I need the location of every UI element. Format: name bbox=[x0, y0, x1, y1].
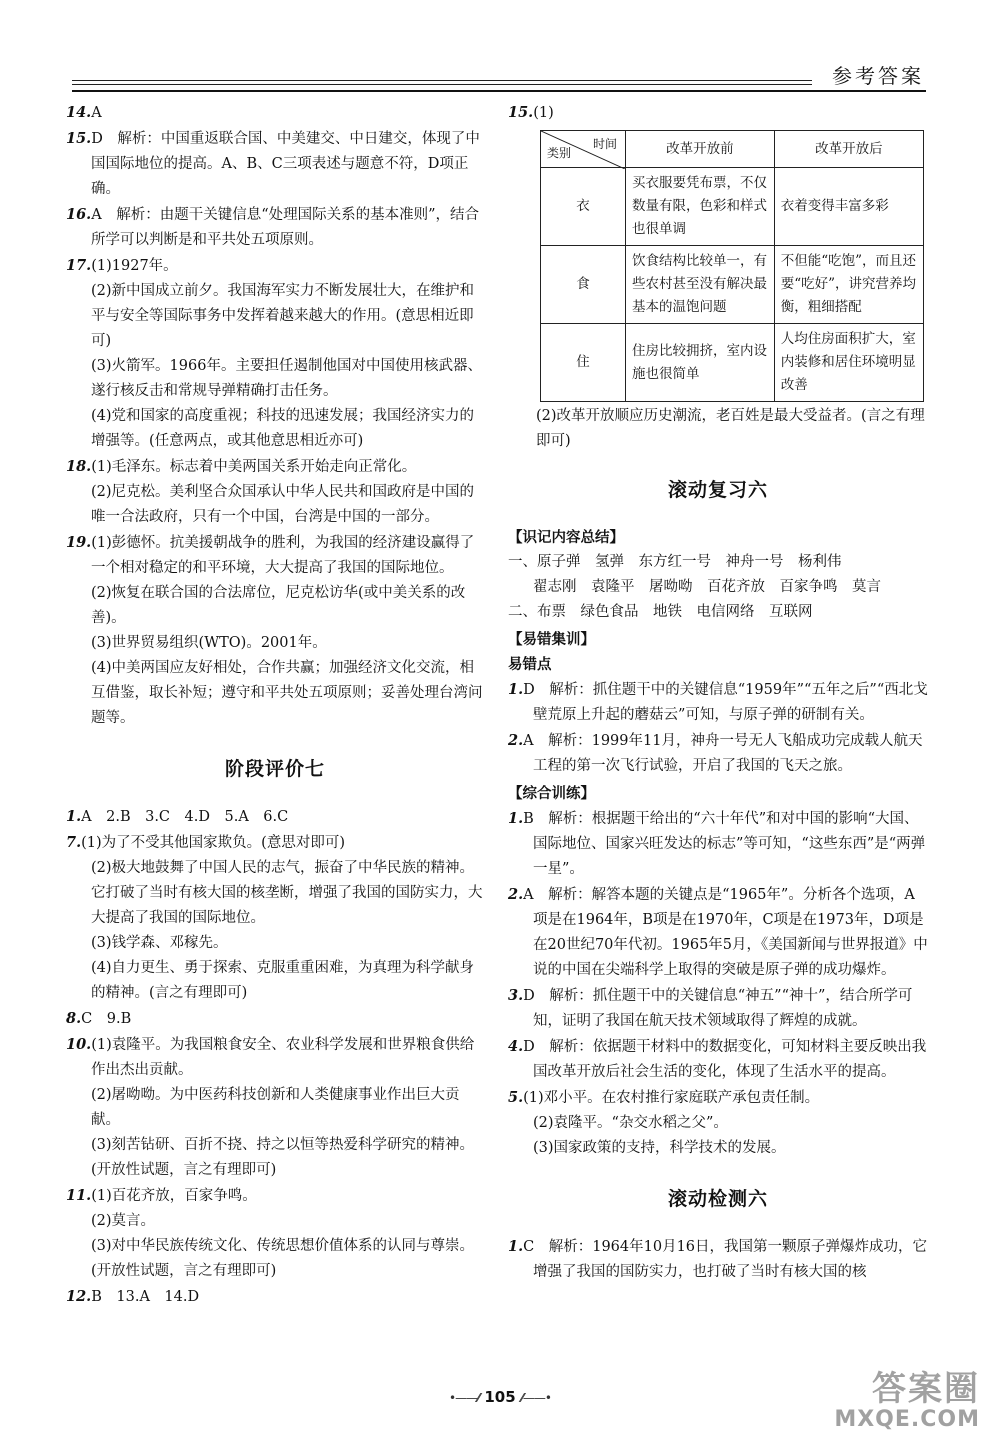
item-text: (1)毛泽东。标志着中美两国关系开始走向正常化。 bbox=[91, 459, 417, 475]
list-item bbox=[66, 253, 484, 279]
table-cell-after: 衣着变得丰富多彩 bbox=[774, 168, 923, 246]
item-text: B 13.A 14.D bbox=[91, 1289, 200, 1305]
watermark-text: 答案圈 bbox=[872, 1369, 980, 1409]
list-item bbox=[66, 581, 484, 631]
table-cell-category: 食 bbox=[541, 246, 626, 324]
item-text: A 2.B 3.C 4.D 5.A 6.C bbox=[81, 809, 289, 825]
item-text: B 解析：根据题干给出的“六十年代”和对中国的影响“大国、国际地位、国家兴旺发达的标志”等可知，“这些东西”是“两弹一星”。 bbox=[523, 811, 926, 877]
table-header-row bbox=[541, 131, 924, 168]
item-text: (1)为了不受其他国家欺负。(意思对即可) bbox=[81, 835, 345, 851]
list-item bbox=[66, 1032, 484, 1083]
list-item bbox=[66, 454, 484, 480]
item-number: 2. bbox=[508, 732, 524, 749]
list-item bbox=[508, 1234, 928, 1285]
item-text: (2)袁隆平。“杂交水稻之父”。 bbox=[533, 1115, 728, 1131]
list-item bbox=[508, 1136, 928, 1161]
item-number: 17. bbox=[66, 257, 92, 274]
page-header-title: 参考答案 bbox=[832, 64, 924, 88]
list-item bbox=[66, 1083, 484, 1133]
header-decor-line bbox=[72, 80, 812, 81]
item-number: 10. bbox=[66, 1036, 92, 1053]
item-number: 14. bbox=[66, 104, 92, 121]
page-number: 105 bbox=[484, 1388, 516, 1406]
item-number: 1. bbox=[508, 810, 524, 827]
item-number: 11. bbox=[66, 1187, 92, 1204]
label-error-training: 【易错集训】 bbox=[508, 631, 595, 648]
training-list bbox=[508, 806, 928, 1161]
item-text: (1)袁隆平。为我国粮食安全、农业科学发展和世界粮食供给作出杰出贡献。 bbox=[91, 1037, 475, 1078]
item-text: D 解析：依据题干材料中的数据变化，可知材料主要反映出我国改革开放后社会生活的变化，体现了生活水平的提高。 bbox=[523, 1039, 927, 1080]
item-text: (2)尼克松。美利坚合众国承认中华人民共和国政府是中国的唯一合法政府，只有一个中国，台湾是中国的一部分。 bbox=[91, 484, 475, 525]
item-text: (2)屠呦呦。为中医药科技创新和人类健康事业作出巨大贡献。 bbox=[91, 1087, 460, 1128]
list-item bbox=[66, 856, 484, 931]
list-item bbox=[66, 830, 484, 856]
q15-number: 15. bbox=[508, 104, 534, 121]
section-title-test-6: 滚动检测六 bbox=[667, 1188, 768, 1210]
item-text: (1)百花齐放，百家争鸣。 bbox=[91, 1188, 257, 1204]
label-comprehensive-training: 【综合训练】 bbox=[508, 785, 595, 802]
header-rule bbox=[72, 90, 926, 92]
table-cell-after: 人均住房面积扩大，室内装修和居住环境明显改善 bbox=[774, 324, 923, 402]
item-text: A 解析：由题干关键信息“处理国际关系的基本准则”，结合所学可以判断是和平共处五项原则。 bbox=[91, 207, 480, 248]
corner-label-category: 类别 bbox=[547, 146, 572, 160]
item-text: (3)世界贸易组织(WTO)。2001年。 bbox=[91, 635, 327, 651]
list-item bbox=[66, 656, 484, 731]
list-item bbox=[66, 631, 484, 656]
list-item bbox=[66, 1006, 484, 1032]
list-item bbox=[66, 804, 484, 830]
section-title-stage-eval-7: 阶段评价七 bbox=[224, 758, 325, 780]
item-text: (3)国家政策的支持，科学技术的发展。 bbox=[533, 1140, 786, 1156]
table-row bbox=[541, 168, 924, 246]
item-number: 4. bbox=[508, 1038, 524, 1055]
list-item bbox=[66, 480, 484, 530]
item-text: (4)自力更生、勇于探索、克服重重困难，为真理为科学献身的精神。(言之有理即可) bbox=[91, 960, 475, 1001]
footer-ornament-left: •——⁄⁄ bbox=[449, 1391, 480, 1405]
item-text: D 解析：中国重返联合国、中美建交、中日建交，体现了中国国际地位的提高。A、B、C三项表述与题意不符，D项正确。 bbox=[91, 131, 480, 197]
list-item bbox=[508, 806, 928, 882]
table-cell-category: 衣 bbox=[541, 168, 626, 246]
left-column bbox=[66, 100, 484, 1310]
item-text: (1)邓小平。在农村推行家庭联产承包责任制。 bbox=[523, 1090, 820, 1106]
error-point-list bbox=[508, 677, 928, 779]
reform-comparison-table bbox=[540, 130, 924, 402]
section-title-review-6: 滚动复习六 bbox=[667, 479, 768, 501]
summary-line-2: 二、布票 绿色食品 地铁 电信网络 互联网 bbox=[508, 604, 813, 620]
answer-list-pre bbox=[66, 100, 484, 731]
table-corner-cell bbox=[541, 131, 626, 168]
item-number: 12. bbox=[66, 1288, 92, 1305]
item-text: A 解析：1999年11月，神舟一号无人飞船成功完成载人航天工程的第一次飞行试验，开启了我国的飞天之旅。 bbox=[523, 733, 923, 774]
item-number: 8. bbox=[66, 1010, 82, 1027]
list-item bbox=[508, 728, 928, 779]
watermark-logo bbox=[834, 1370, 980, 1432]
q15-part: (1) bbox=[533, 105, 554, 121]
list-item bbox=[508, 1111, 928, 1136]
item-text: (3)火箭军。1966年。主要担任遏制他国对中国使用核武器、遂行核反击和常规导弹精确打击任务。 bbox=[91, 358, 482, 399]
table-row bbox=[541, 246, 924, 324]
header-decor-line bbox=[72, 84, 812, 85]
item-text: D 解析：抓住题干中的关键信息“神五”“神十”，结合所学可知，证明了我国在航天技术领域取得了辉煌的成就。 bbox=[523, 988, 913, 1029]
list-item bbox=[66, 530, 484, 581]
list-item bbox=[66, 931, 484, 956]
table-header-before: 改革开放前 bbox=[626, 131, 775, 168]
list-item bbox=[66, 1234, 484, 1284]
list-item bbox=[66, 126, 484, 202]
item-number: 1. bbox=[508, 1238, 524, 1255]
summary-line-1: 一、原子弹 氢弹 东方红一号 神舟一号 杨利伟 bbox=[508, 554, 842, 570]
list-item bbox=[66, 1209, 484, 1234]
list-item bbox=[66, 1284, 484, 1310]
item-text: A 解析：解答本题的关键点是“1965年”。分析各个选项，A项是在1964年，B项是在1970年，C项是在1973年，D项是在20世纪70年代初。1965年5月，《美国新闻与世界报道》中说的中国在尖端科学上取得的突破是原子弹的成功爆炸。 bbox=[523, 887, 928, 978]
item-number: 15. bbox=[66, 130, 92, 147]
item-text: A bbox=[91, 105, 102, 121]
item-text: C 解析：1964年10月16日，我国第一颗原子弹爆炸成功，它增强了我国的国防实力，也打破了当时有核大国的核 bbox=[523, 1239, 928, 1280]
item-number: 3. bbox=[508, 987, 524, 1004]
corner-label-time: 时间 bbox=[592, 137, 617, 151]
item-number: 1. bbox=[508, 681, 524, 698]
right-column bbox=[508, 100, 928, 1285]
list-item bbox=[508, 677, 928, 728]
list-item bbox=[66, 100, 484, 126]
item-number: 1. bbox=[66, 808, 82, 825]
list-item bbox=[66, 279, 484, 354]
list-item bbox=[66, 1133, 484, 1183]
item-text: (1)彭德怀。抗美援朝战争的胜利，为我国的经济建设赢得了一个相对稳定的和平环境，大大提高了我国的国际地位。 bbox=[91, 535, 475, 576]
item-text: (3)钱学森、邓稼先。 bbox=[91, 935, 228, 951]
list-item bbox=[508, 1034, 928, 1085]
q15-heading bbox=[508, 100, 928, 126]
list-item bbox=[66, 354, 484, 404]
list-item bbox=[66, 956, 484, 1006]
list-item bbox=[66, 202, 484, 253]
item-number: 2. bbox=[508, 886, 524, 903]
answer-list-post bbox=[66, 804, 484, 1310]
footer-ornament-right: ⁄⁄——• bbox=[520, 1391, 551, 1405]
table-cell-category: 住 bbox=[541, 324, 626, 402]
summary-line-1b: 翟志刚 袁隆平 屠呦呦 百花齐放 百家争鸣 莫言 bbox=[533, 579, 881, 595]
label-error-point: 易错点 bbox=[508, 656, 552, 673]
item-text: (1)1927年。 bbox=[91, 258, 178, 274]
item-text: (2)极大地鼓舞了中国人民的志气，振奋了中华民族的精神。它打破了当时有核大国的核垄断，增强了我国的国防实力，大大提高了我国的国际地位。 bbox=[91, 860, 483, 926]
q15-part2: (2)改革开放顺应历史潮流，老百姓是最大受益者。(言之有理即可) bbox=[536, 408, 925, 449]
table-cell-before: 住房比较拥挤，室内设施也很简单 bbox=[626, 324, 775, 402]
table-cell-before: 饮食结构比较单一，有些农村甚至没有解决最基本的温饱问题 bbox=[626, 246, 775, 324]
list-item bbox=[66, 1183, 484, 1209]
item-text: C 9.B bbox=[81, 1011, 132, 1027]
item-text: (4)中美两国应友好相处，合作共赢；加强经济文化交流，相互借鉴，取长补短；遵守和平共处五项原则；妥善处理台湾问题等。 bbox=[91, 660, 483, 726]
item-text: (3)对中华民族传统文化、传统思想价值体系的认同与尊崇。(开放性试题，言之有理即可) bbox=[91, 1238, 475, 1279]
list-item bbox=[508, 1085, 928, 1111]
item-number: 19. bbox=[66, 534, 92, 551]
item-number: 16. bbox=[66, 206, 92, 223]
item-number: 5. bbox=[508, 1089, 524, 1106]
table-row bbox=[541, 324, 924, 402]
table-header-after: 改革开放后 bbox=[774, 131, 923, 168]
table-cell-after: 不但能“吃饱”，而且还要“吃好”，讲究营养均衡，粗细搭配 bbox=[774, 246, 923, 324]
item-text: (3)刻苦钻研、百折不挠、持之以恒等热爱科学研究的精神。(开放性试题，言之有理即可) bbox=[91, 1137, 475, 1178]
table-cell-before: 买衣服要凭布票，不仅数量有限，色彩和样式也很单调 bbox=[626, 168, 775, 246]
list-item bbox=[66, 404, 484, 454]
item-text: D 解析：抓住题干中的关键信息“1959年”“五年之后”“西北戈壁荒原上升起的蘑菇云”可知，与原子弹的研制有关。 bbox=[523, 682, 928, 723]
item-text: (2)新中国成立前夕。我国海军实力不断发展壮大，在维护和平与安全等国际事务中发挥着越来越大的作用。(意思相近即可) bbox=[91, 283, 475, 349]
item-text: (4)党和国家的高度重视；科技的迅速发展；我国经济实力的增强等。(任意两点，或其他意思相近亦可) bbox=[91, 408, 475, 449]
list-item bbox=[508, 882, 928, 983]
item-number: 7. bbox=[66, 834, 82, 851]
item-number: 18. bbox=[66, 458, 92, 475]
item-text: (2)恢复在联合国的合法席位，尼克松访华(或中美关系的改善)。 bbox=[91, 585, 466, 626]
item-text: (2)莫言。 bbox=[91, 1213, 156, 1229]
list-item bbox=[508, 983, 928, 1034]
watermark-url: MXQE.COM bbox=[834, 1407, 980, 1432]
label-memory-summary: 【识记内容总结】 bbox=[508, 529, 624, 546]
